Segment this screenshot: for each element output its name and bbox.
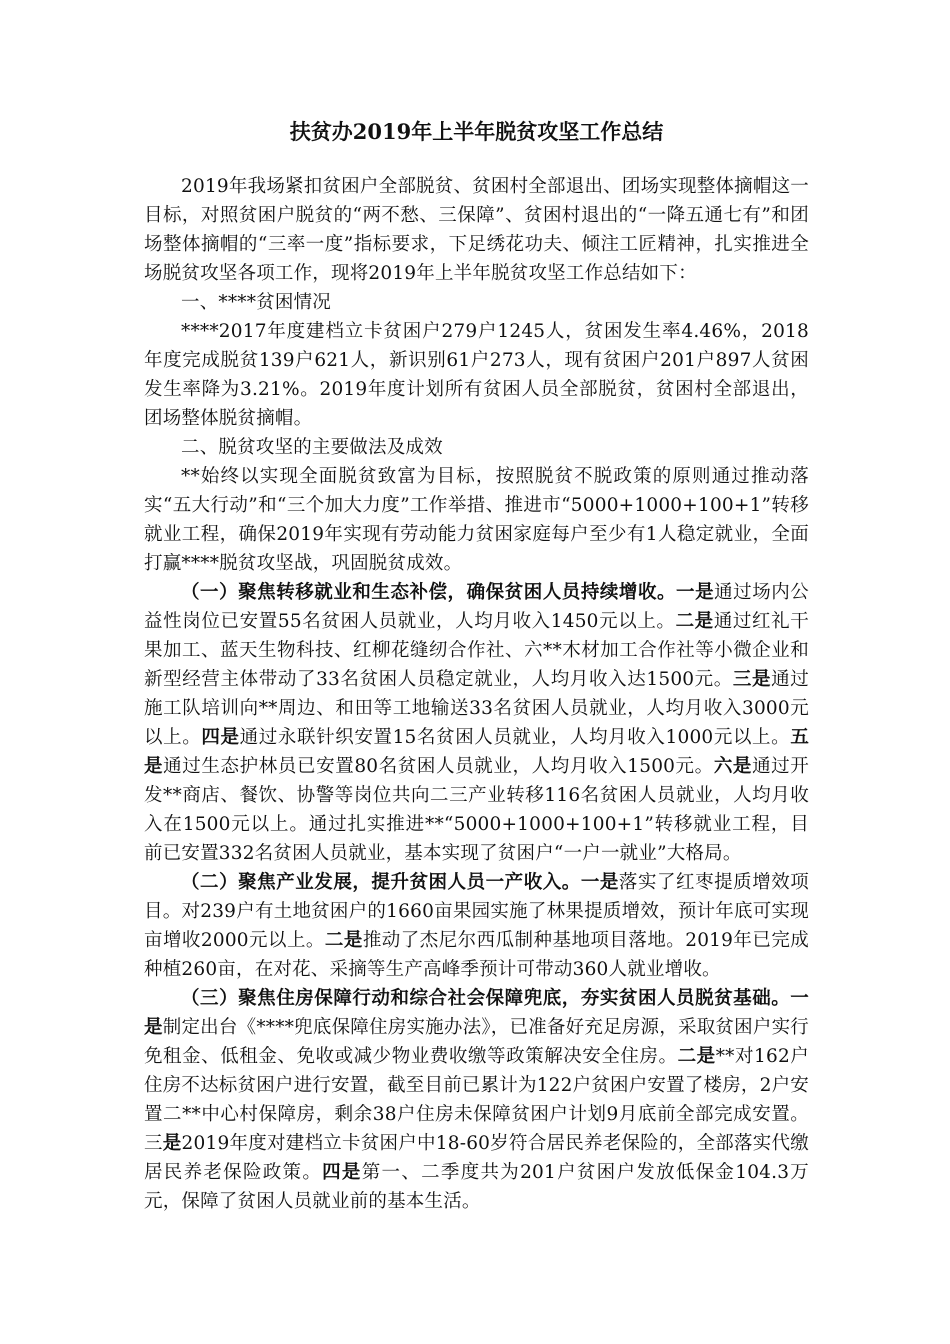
paragraph-text: 2019年度对建档立卡贫困户中18-60岁符合居民养老保险的，全部落实代缴居民养老保险政策。 [144,1133,809,1183]
bold-lead-text: （二）聚焦产业发展，提升贫困人员一产收入。一是 [181,872,619,893]
paragraph-text: 一、****贫困情况 [181,292,332,313]
section-heading-poverty-situation [144,288,809,317]
bold-lead-text: （一）聚焦转移就业和生态补偿，确保贫困人员持续增收。一是 [181,582,715,603]
paragraph-text: 制定出台《****兜底保障住房实施办法》，已准备好充足房源，采取贫困户实行免租金、低租金、免收或减少物业费收缴等政策解决安全住房。 [144,1017,810,1067]
bold-lead-text: 二是 [675,611,714,632]
paragraph-employment [144,578,809,868]
document-body [144,172,809,1216]
bold-lead-text: 二是 [677,1046,716,1067]
paragraph-text: 推动了杰尼尔西瓜制种基地项目落地。2019年已完成种植260亩，在对花、采摘等生产高峰季预计可带动360人就业增收。 [144,930,809,980]
paragraph-text: 通过施工队培训向**周边、和田等工地输送33名贫困人员就业，人均月收入3000元以上。 [144,669,809,748]
bold-lead-text: 四是 [201,727,240,748]
paragraph-text: 通过永联针织安置15名贫困人员就业，人均月收入1000元以上。 [239,727,791,748]
paragraph-measures-overview [144,462,809,578]
paragraph-text: **始终以实现全面脱贫致富为目标，按照脱贫不脱政策的原则通过推动落实“五大行动”和“三个加大力度”工作举措、推进市“5000+1000+100+1”转移就业工程，确保2019年实现有劳动能力贫困家庭每户至少有1人稳定就业，全面打赢****脱贫攻坚战，巩固脱贫成效。 [144,466,809,574]
paragraph-housing-security [144,984,809,1216]
paragraph-poverty-situation [144,317,809,433]
paragraph-text: 通过开发**商店、餐饮、协警等岗位共向二三产业转移116名贫困人员就业，人均月收入在1500元以上。通过扎实推进**“5000+1000+100+1”转移就业工程，目前已安置332名贫困人员就业，基本实现了贫困户“一户一就业”大格局。 [144,756,810,864]
bold-lead-text: 五是 [144,727,810,777]
bold-lead-text: 二是 [324,930,363,951]
document-page [144,118,809,1216]
paragraph-text: 通过生态护林员已安置80名贫困人员就业，人均月收入1500元。 [163,756,714,777]
paragraph-text: ****2017年度建档立卡贫困户279户1245人，贫困发生率4.46%，2018年度完成脱贫139户621人，新识别61户273人，现有贫困户201户897人贫困发生率降为3.21%。2019年度计划所有贫困人员全部脱贫，贫困村全部退出，团场整体脱贫摘帽。 [144,321,809,429]
bold-lead-text: 三是 [732,669,772,690]
paragraph-text: 落实了红枣提质增效项目。对239户有土地贫困户的1660亩果园实施了林果提质增效，预计年底可实现亩增收2000元以上。 [144,872,809,951]
paragraph-text: 2019年我场紧扣贫困户全部脱贫、贫困村全部退出、团场实现整体摘帽这一目标，对照贫困户脱贫的“两不愁、三保障”、贫困村退出的“一降五通七有”和团场整体摘帽的“三率一度”指标要求，下足绣花功夫、倾注工匠精神，扎实推进全场脱贫攻坚各项工作，现将2019年上半年脱贫攻坚工作总结如下： [144,176,809,284]
document-title: 扶贫办2019年上半年脱贫攻坚工作总结 [289,119,664,144]
bold-lead-text: （三）聚焦住房保障行动和综合社会保障兜底，夯实贫困人员脱贫基础。一是 [144,988,809,1038]
section-heading-measures [144,433,809,462]
paragraph-text: 第一、二季度共为201户贫困户发放低保金104.3万元，保障了贫困人员就业前的基本生活。 [144,1162,809,1212]
bold-lead-text: 是 [162,1133,182,1154]
paragraph-text: 通过红礼干果加工、蓝天生物科技、红柳花缝纫合作社、六**木材加工合作社等小微企业和新型经营主体带动了33名贫困人员稳定就业，人均月收入达1500元。 [144,611,809,690]
paragraph-text: 通过场内公益性岗位已安置55名贫困人员就业，人均月收入1450元以上。 [144,582,809,632]
bold-lead-text: 四是 [322,1162,362,1183]
paragraph-industry [144,868,809,984]
bold-lead-text: 六是 [713,756,753,777]
paragraph-text: **对162户住房不达标贫困户进行安置，截至目前已累计为122户贫困户安置了楼房，2户安置二**中心村保障房，剩余38户住房未保障贫困户计划9月底前全部完成安置。三 [144,1046,809,1154]
paragraph-text: 二、脱贫攻坚的主要做法及成效 [181,437,443,458]
paragraph-intro [144,172,809,288]
